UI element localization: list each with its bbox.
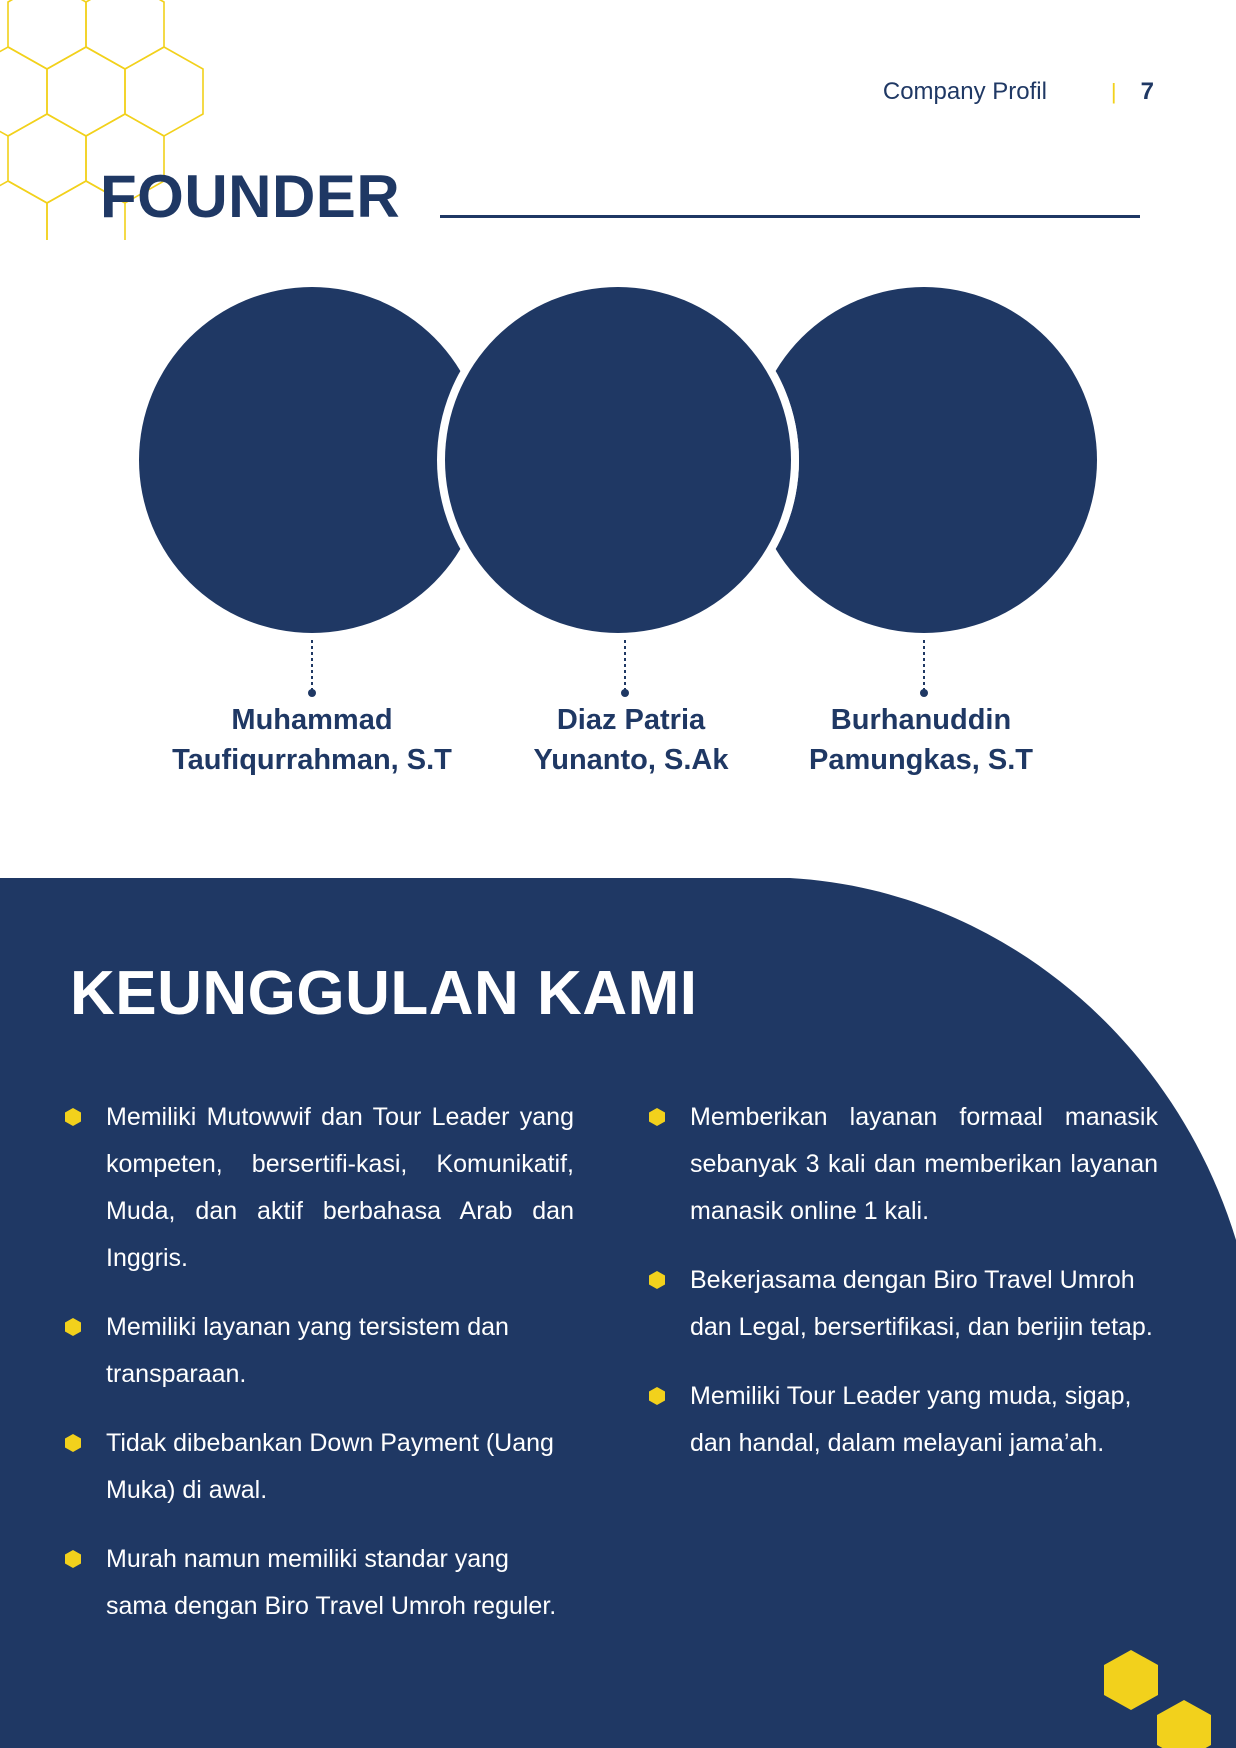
list-item-text: Memiliki Mutowwif dan Tour Leader yang kompeten, bersertifi-kasi, Komunikatif, Muda, dan aktif berbahasa Arab dan Inggris. (106, 1103, 574, 1272)
header-separator: | (1110, 79, 1117, 104)
founder-name-3-line2: Pamungkas, S.T (808, 744, 1033, 776)
founder-name-2-line2: Yunanto, S.Ak (533, 744, 729, 776)
founder-heading: FOUNDER (100, 163, 401, 230)
page-number: 7 (1140, 78, 1154, 105)
list-item-text: Murah namun memiliki standar yang sama dengan Biro Travel Umroh reguler. (106, 1545, 557, 1620)
hexagon-shape (1104, 1650, 1158, 1710)
list-item-text: Tidak dibebankan Down Payment (Uang Muka) di awal. (106, 1429, 554, 1504)
list-item-text: Bekerjasama dengan Biro Travel Umroh dan Legal, bersertifikasi, dan berijin tetap. (690, 1266, 1153, 1341)
hexagon-shape (1157, 1700, 1211, 1748)
document-title: Company Profil (882, 78, 1047, 105)
founder-name-1-line1: Muhammad (231, 704, 393, 736)
founder-name-3-line1: Burhanuddin (830, 704, 1012, 736)
advantages-heading: KEUNGGULAN KAMI (70, 959, 698, 1028)
list-item-text: Memiliki layanan yang tersistem dan transparaan. (106, 1313, 509, 1388)
founder-name-2-line1: Diaz Patria (556, 704, 706, 736)
founder-name-1-line2: Taufiqurrahman, S.T (172, 744, 452, 776)
list-item-text: Memiliki Tour Leader yang muda, sigap, dan handal, dalam melayani jama’ah. (690, 1382, 1132, 1457)
list-item-text: Memberikan layanan formaal manasik sebanyak 3 kali dan memberikan layanan manasik online 1 kali. (690, 1103, 1158, 1225)
